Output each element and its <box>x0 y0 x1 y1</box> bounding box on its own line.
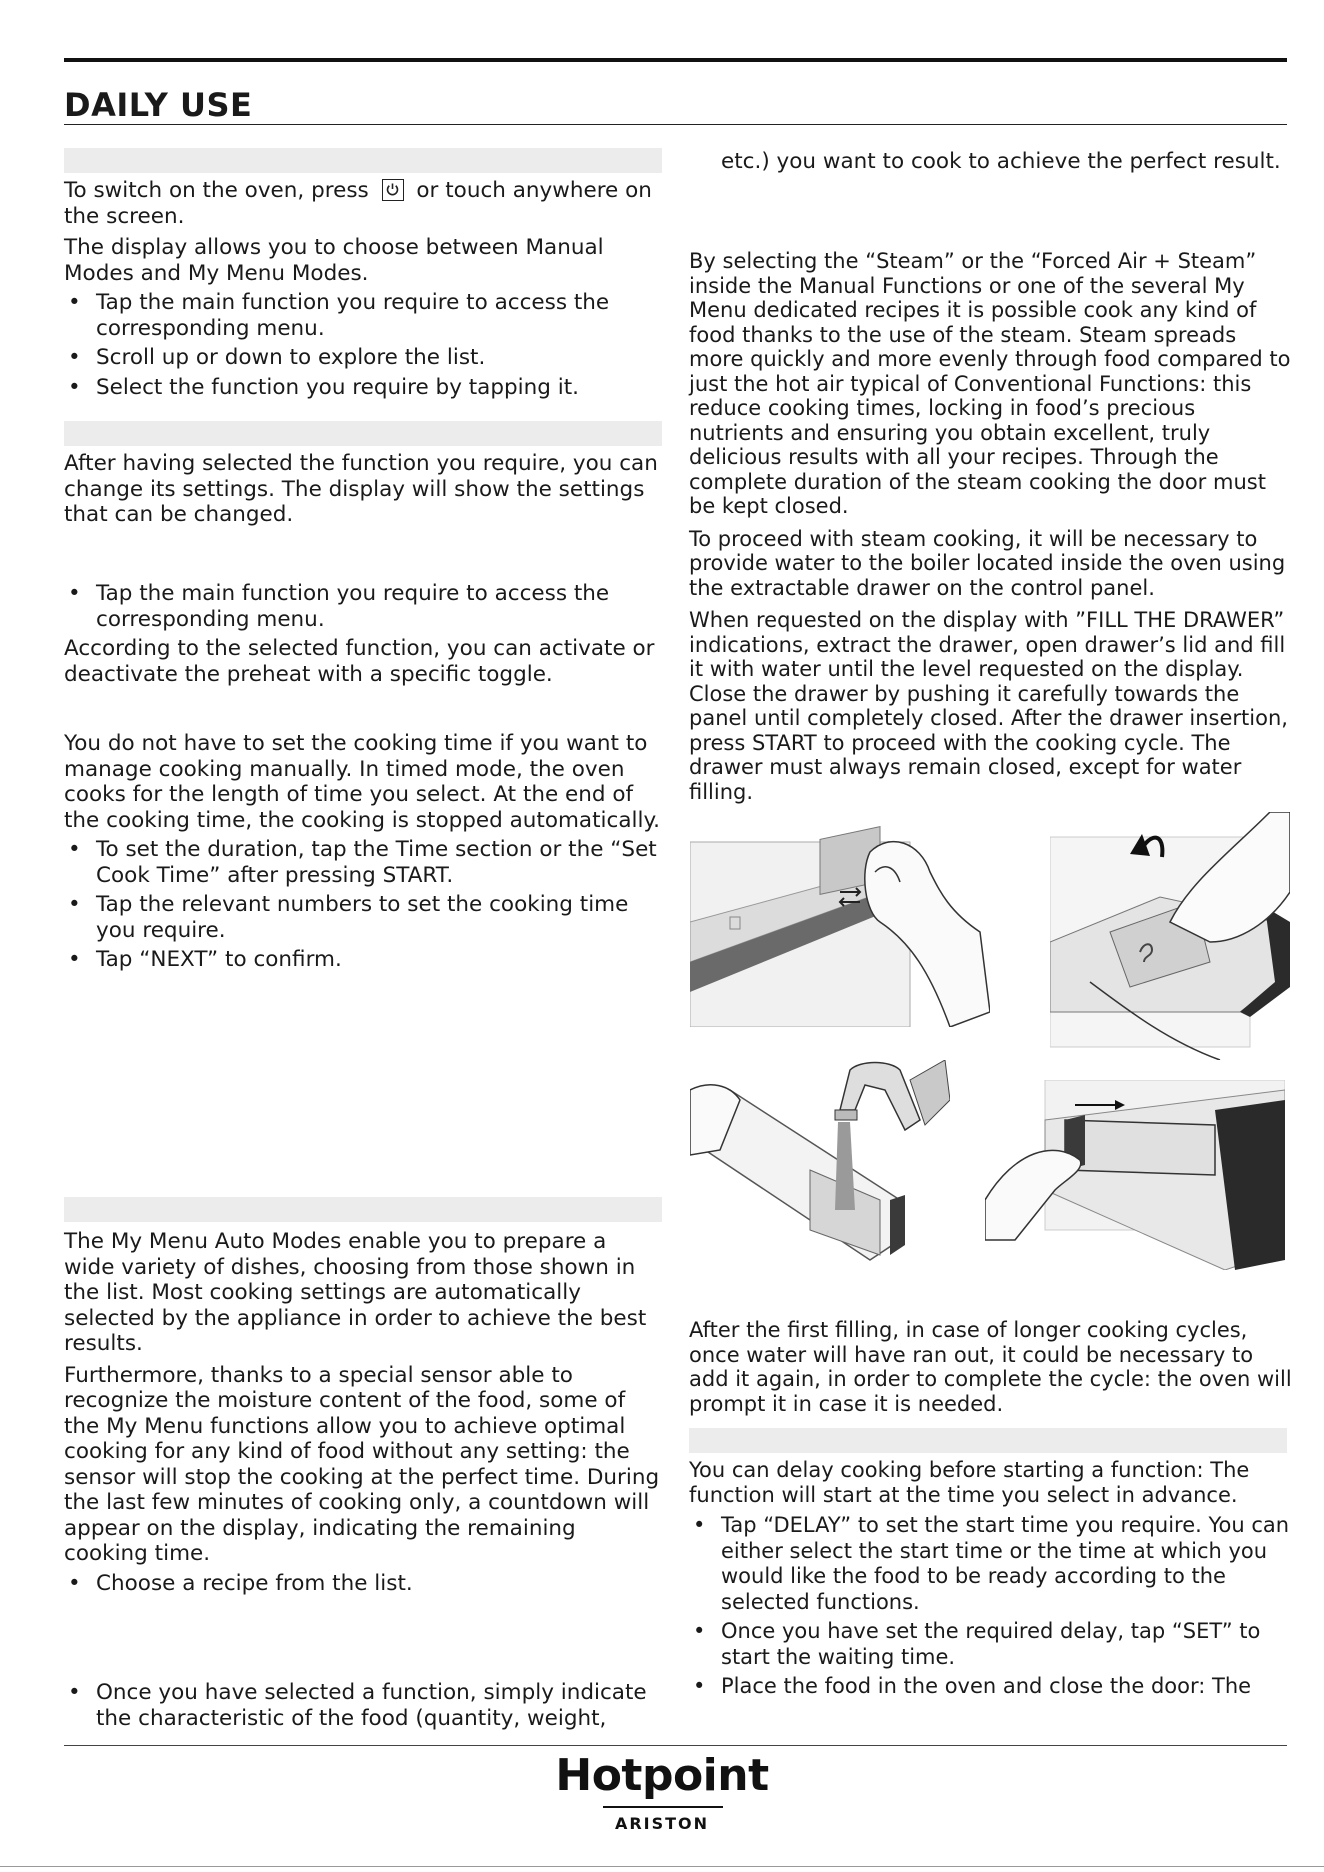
switch-on-text-a: To switch on the oven, press <box>64 178 369 203</box>
boiler-paragraph: To proceed with steam cooking, it will be necessary to provide water to the boiler located inside the oven using the extractable drawer on the control panel. <box>689 526 1286 600</box>
my-menu-paragraph: The My Menu Auto Modes enable you to prepare a wide variety of dishes, choosing from those shown in the list. Most cooking settings are automatically selected by the appliance in order to achieve the best results. <box>64 1229 647 1356</box>
drawer-extract-illustration <box>690 812 990 1027</box>
steam-paragraph: By selecting the “Steam” or the “Forced Air + Steam” inside the Manual Functions or one of the several My Menu dedicated recipes it is possible cook any kind of food thanks to the use of the steam. Steam spreads more quickly and more evenly through food compared to just the hot air typical of Conventional Functions: this reduce cooking times, locking in food’s precious nutrients and ensuring you obtain excellent, truly delicious results with all your recipes. Through the complete duration of the steam cooking the door must be kept closed. <box>689 249 1291 518</box>
list-item: • Scroll up or down to explore the list. <box>64 345 662 371</box>
cook-time-paragraph: You do not have to set the cooking time if you want to manage cooking manually. In timed mode, the oven cooks for the length of time you select. At the end of the cooking time, the cooking is stopped automatically. <box>64 731 660 833</box>
bottom-rule <box>0 1866 1324 1867</box>
drawer-insert-illustration <box>985 1080 1285 1270</box>
steam-section <box>689 249 1294 804</box>
delay-list <box>689 1513 1294 1700</box>
my-menu-section <box>64 1229 662 1600</box>
list-item: • Tap “NEXT” to confirm. <box>64 947 662 973</box>
delay-paragraph: You can delay cooking before starting a function: The function will start at the time you select in advance. <box>689 1458 1250 1507</box>
page-title: DAILY USE <box>64 86 253 124</box>
switch-on-paragraph <box>64 178 662 229</box>
list-item: • Tap the relevant numbers to set the cooking time you require. <box>64 892 662 943</box>
refill-section <box>689 1318 1294 1416</box>
display-modes-paragraph: The display allows you to choose between Manual Modes and My Menu Modes. <box>64 235 604 286</box>
cook-time-section <box>64 731 662 977</box>
preheat-paragraph: According to the selected function, you can activate or deactivate the preheat with a specific toggle. <box>64 636 655 687</box>
list-item: • Tap the main function you require to access the corresponding menu. <box>64 290 662 341</box>
preheat-section <box>64 581 662 687</box>
top-rule <box>64 58 1287 62</box>
brand-sub-logo: ARISTON <box>614 1814 710 1833</box>
title-rule <box>64 124 1287 125</box>
refill-paragraph: After the first filling, in case of longer cooking cycles, once water will have ran out, it could be necessary to add it again, in order to complete the cycle: the oven will prompt it in case it is needed. <box>689 1318 1292 1416</box>
section-bar-switch-on <box>64 148 662 173</box>
select-function-list <box>64 290 662 400</box>
sensor-paragraph: Furthermore, thanks to a special sensor able to recognize the moisture content of the food, some of the My Menu functions allow you to achieve optimal cooking for any kind of food without any setting: the sensor will stop the cooking at the perfect time. During the last few minutes of cooking only, a countdown will appear on the display, indicating the remaining cooking time. <box>64 1362 660 1566</box>
water-fill-illustration <box>690 1060 950 1270</box>
section-bar-my-menu <box>64 1197 662 1222</box>
list-item: • Tap the main function you require to access the corresponding menu. <box>64 581 662 632</box>
footer-rule <box>64 1745 1287 1746</box>
delay-section <box>689 1458 1294 1704</box>
list-item: • Place the food in the oven and close the door: The <box>689 1674 1294 1700</box>
list-item: • To set the duration, tap the Time section or the “Set Cook Time” after pressing START. <box>64 837 662 888</box>
settings-section <box>64 451 662 528</box>
drawer-lid-open-illustration <box>1050 812 1290 1060</box>
list-item: • Tap “DELAY” to set the start time you require. You can either select the start time or the time at which you would like the food to be ready according to the selected functions. <box>689 1513 1294 1615</box>
list-item: • Once you have selected a function, simply indicate the characteristic of the food (quantity, weight, <box>64 1680 662 1731</box>
section-bar-settings <box>64 421 662 446</box>
food-characteristic-list <box>64 1680 662 1731</box>
preheat-list <box>64 581 662 632</box>
cook-time-list <box>64 837 662 973</box>
list-item: • Choose a recipe from the list. <box>64 1571 662 1597</box>
settings-paragraph: After having selected the function you require, you can change its settings. The display will show the settings that can be changed. <box>64 451 658 527</box>
list-item: • Once you have set the required delay, tap “SET” to start the waiting time. <box>689 1619 1294 1670</box>
food-characteristic-section <box>64 1680 662 1735</box>
fill-drawer-paragraph: When requested on the display with ”FILL THE DRAWER” indications, extract the drawer, open drawer’s lid and fill it with water until the level requested on the display. Close the drawer by pushing it carefully towards the panel until completely closed. After the drawer insertion, press START to proceed with the cooking cycle. The drawer must always remain closed, except for water filling. <box>689 608 1288 804</box>
continued-paragraph: etc.) you want to cook to achieve the perfect result. <box>721 149 1281 174</box>
section-bar-delay <box>689 1428 1287 1453</box>
switch-on-text-b: or touch anywhere on the screen. <box>64 178 652 229</box>
power-icon <box>382 179 404 201</box>
logo-divider <box>603 1806 723 1808</box>
switch-on-section <box>64 178 662 404</box>
recipe-list <box>64 1571 662 1597</box>
list-item: • Select the function you require by tapping it. <box>64 375 662 401</box>
brand-logo: Hotpoint <box>555 1750 769 1801</box>
continued-text <box>689 149 1287 175</box>
